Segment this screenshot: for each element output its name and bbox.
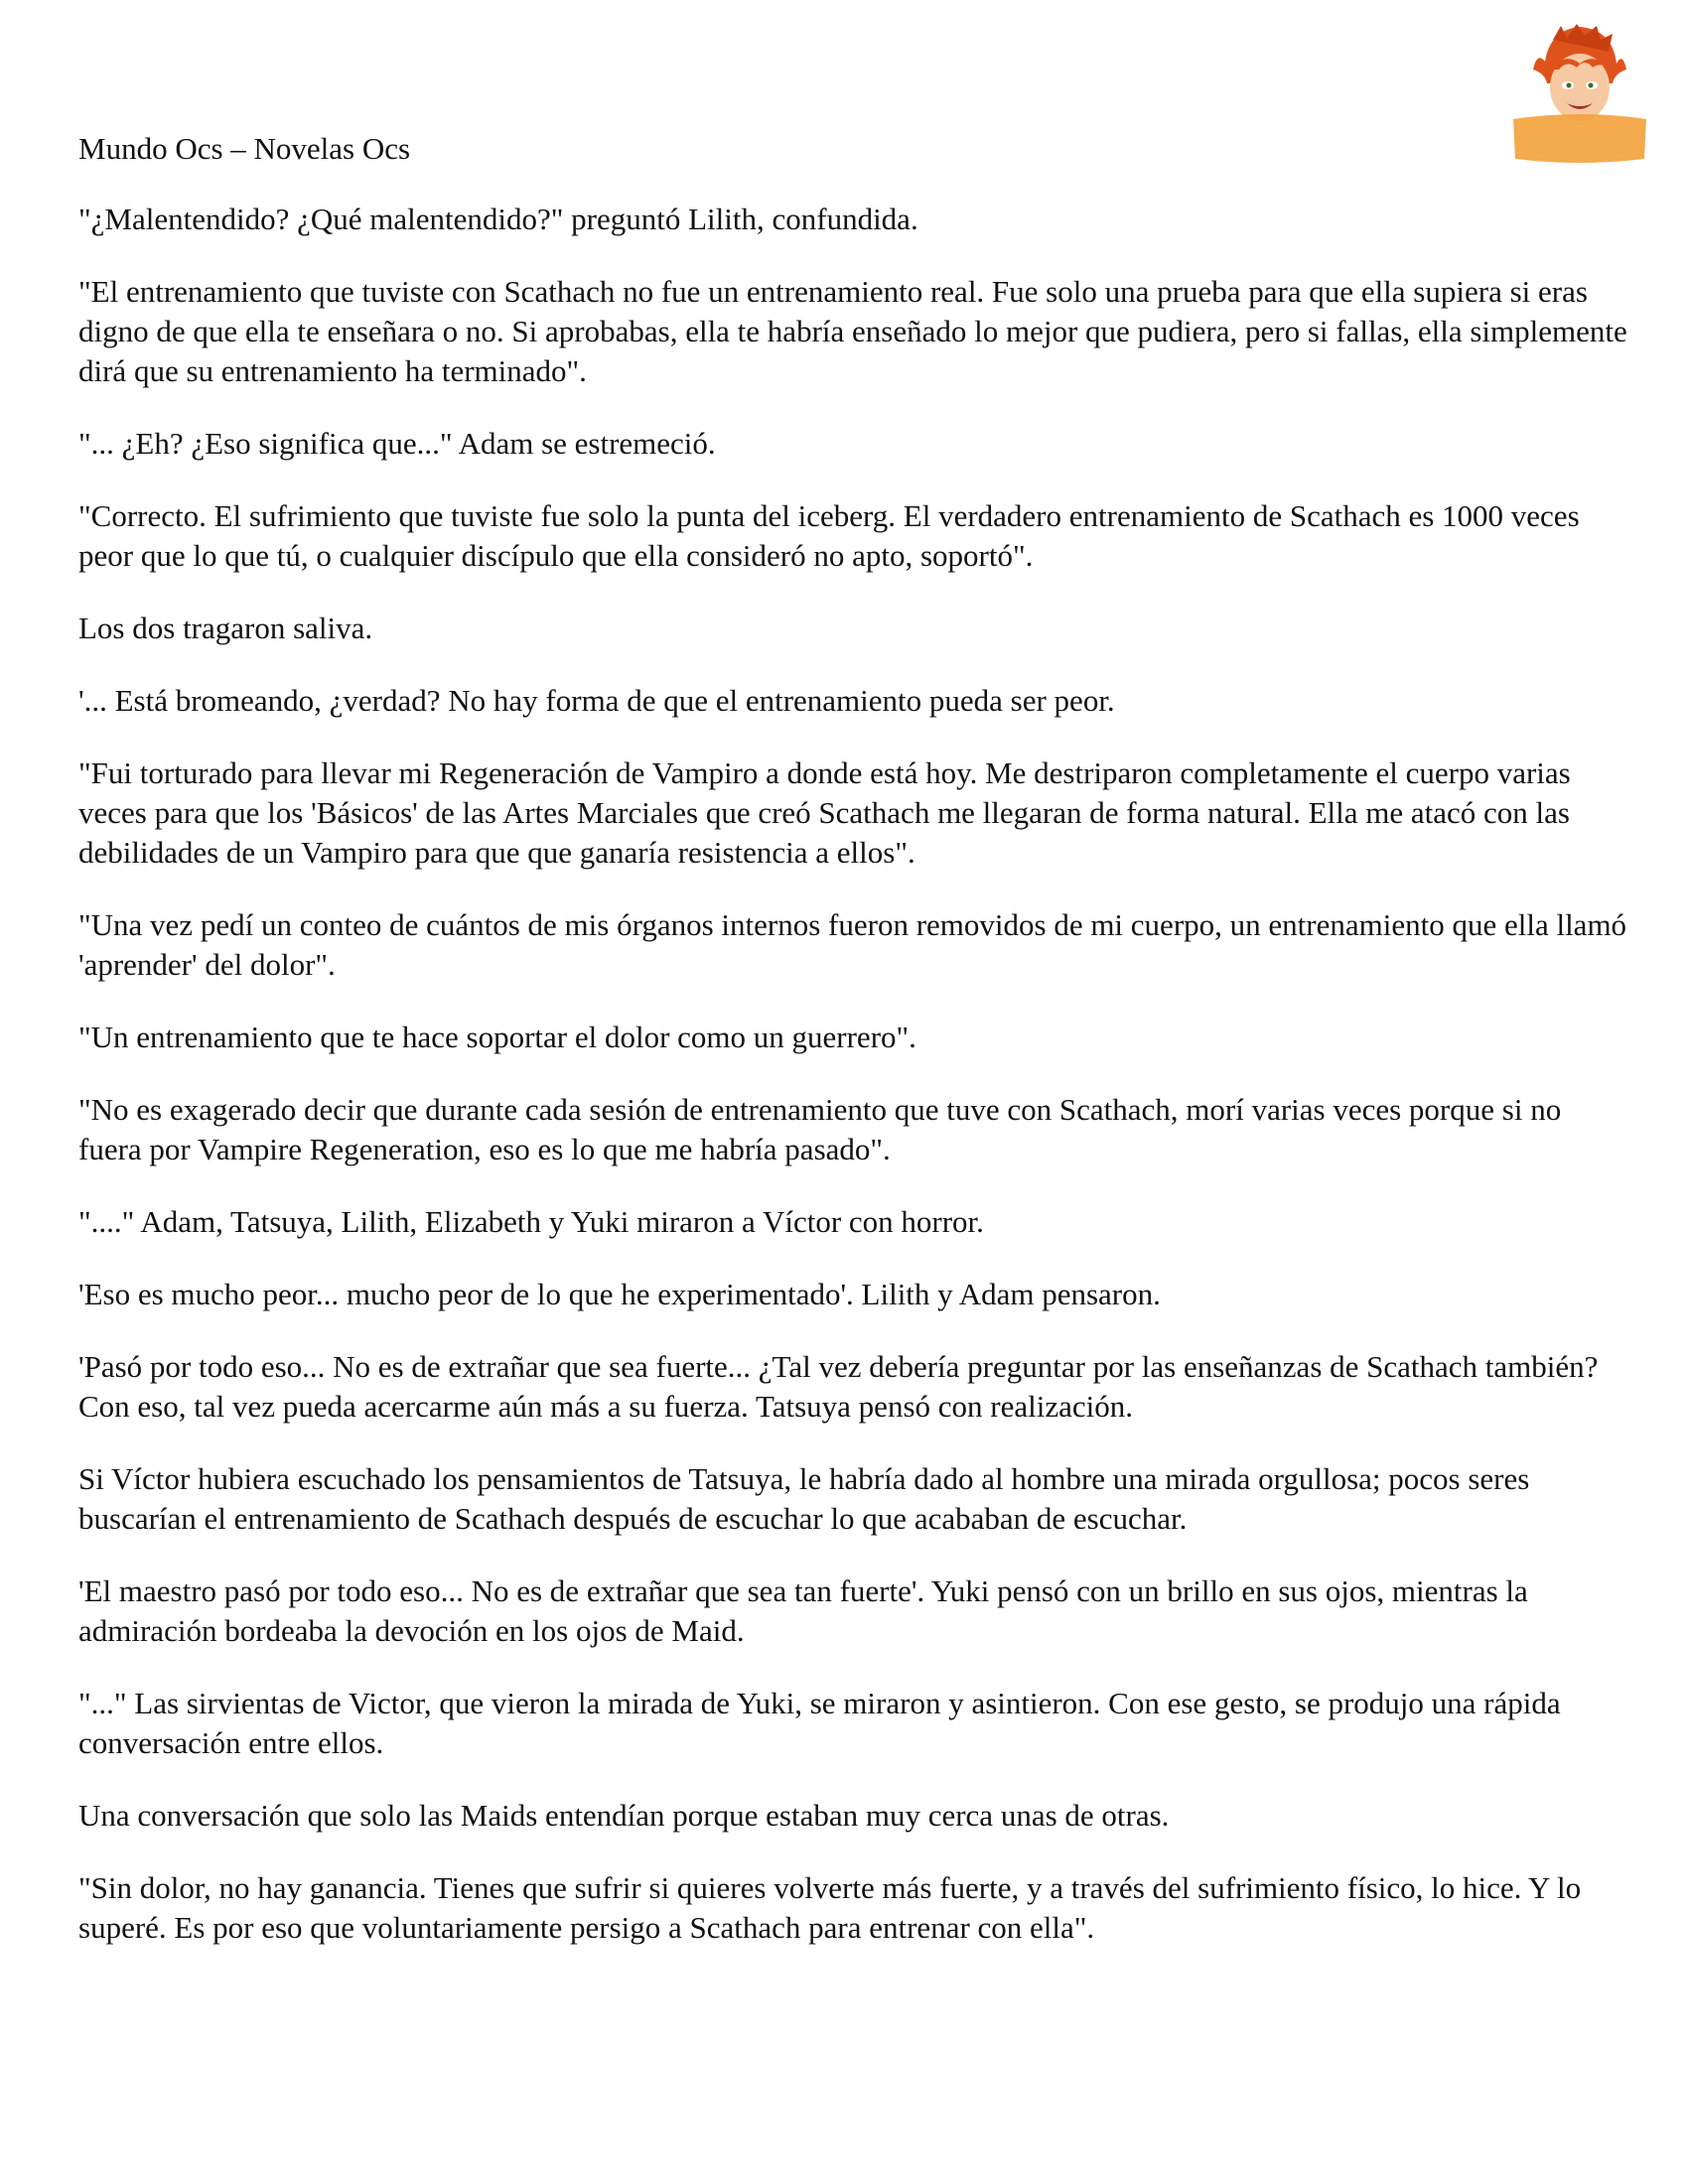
paragraph: "No es exagerado decir que durante cada sesión de entrenamiento que tuve con Scathach, morí varias veces porque si no fuera por Vampire Regeneration, eso es lo que me habría pasado".	[78, 1092, 1562, 1166]
document-page	[78, 129, 1627, 1980]
paragraph: "..." Las sirvientas de Victor, que vieron la mirada de Yuki, se miraron y asintieron. Con ese gesto, se produjo una rápida conversación entre ellos.	[78, 1686, 1561, 1760]
paragraph: "Una vez pedí un conteo de cuántos de mis órganos internos fueron removidos de mi cuerpo, un entrenamiento que ella llamó 'aprender' del dolor".	[78, 907, 1627, 982]
paragraph: 'Pasó por todo eso... No es de extrañar que sea fuerte... ¿Tal vez debería preguntar por las enseñanzas de Scathach también? Con eso, tal vez pueda acercarme aún más a su fuerza. Tatsuya pensó con realización.	[78, 1349, 1599, 1424]
paragraph: "Sin dolor, no hay ganancia. Tienes que sufrir si quieres volverte más fuerte, y a través del sufrimiento físico, lo hice. Y lo superé. Es por eso que voluntariamente persigo a Scathach para entrenar con ella".	[78, 1870, 1582, 1945]
paragraph: "...." Adam, Tatsuya, Lilith, Elizabeth y Yuki miraron a Víctor con horror.	[78, 1204, 984, 1239]
paragraph: Los dos tragaron saliva.	[78, 611, 373, 645]
paragraph: "¿Malentendido? ¿Qué malentendido?" preguntó Lilith, confundida.	[78, 202, 918, 236]
paragraph: '... Está bromeando, ¿verdad? No hay forma de que el entrenamiento pueda ser peor.	[78, 683, 1115, 718]
paragraph: "Correcto. El sufrimiento que tuviste fue solo la punta del iceberg. El verdadero entrenamiento de Scathach es 1000 veces peor que lo que tú, o cualquier discípulo que ella consideró no apto, soportó".	[78, 498, 1580, 573]
paragraph: "Un entrenamiento que te hace soportar el dolor como un guerrero".	[78, 1020, 916, 1054]
paragraph: "Fui torturado para llevar mi Regeneración de Vampiro a donde está hoy. Me destriparon completamente el cuerpo varias veces para que los 'Básicos' de las Artes Marciales que creó Scathach me llegaran de forma natural. Ella me atacó con las debilidades de un Vampiro para que que ganaría resistencia a ellos".	[78, 755, 1571, 870]
paragraph: Una conversación que solo las Maids entendían porque estaban muy cerca unas de otras.	[78, 1798, 1170, 1833]
paragraph: "... ¿Eh? ¿Eso significa que..." Adam se estremeció.	[78, 426, 716, 461]
paragraph: "El entrenamiento que tuviste con Scathach no fue un entrenamiento real. Fue solo una prueba para que ella supiera si eras digno de que ella te enseñara o no. Si aprobabas, ella te habría enseñado lo mejor que pudiera, pero si fallas, ella simplemente dirá que su entrenamiento ha terminado".	[78, 274, 1627, 388]
paragraph: 'El maestro pasó por todo eso... No es de extrañar que sea tan fuerte'. Yuki pensó con un brillo en sus ojos, mientras la admiración bordeaba la devoción en los ojos de Maid.	[78, 1573, 1528, 1648]
paragraph: 'Eso es mucho peor... mucho peor de lo que he experimentado'. Lilith y Adam pensaron.	[78, 1277, 1161, 1311]
site-title: Mundo Ocs – Novelas Ocs	[78, 131, 411, 166]
paragraph: Si Víctor hubiera escuchado los pensamientos de Tatsuya, le habría dado al hombre una mirada orgullosa; pocos seres buscarían el entrenamiento de Scathach después de escuchar lo que acababan de escuchar.	[78, 1461, 1530, 1536]
